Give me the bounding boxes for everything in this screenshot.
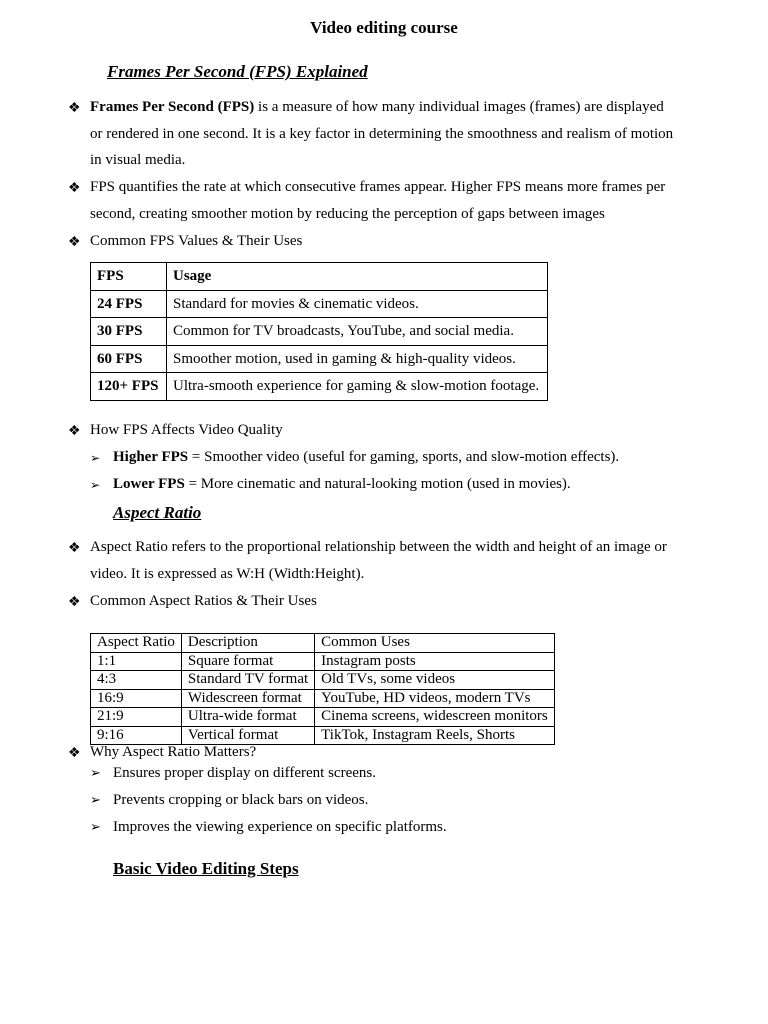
table-cell: Instagram posts <box>315 652 555 671</box>
table-row <box>91 689 555 708</box>
diamond-bullet-icon: ❖ <box>68 101 81 116</box>
table-cell: 21:9 <box>91 708 182 727</box>
fps-sub-item <box>113 476 571 493</box>
table-cell: Common for TV broadcasts, YouTube, and social media. <box>167 318 548 346</box>
document-title: Video editing course <box>310 18 458 37</box>
fps-bullet1-line1 <box>90 99 664 116</box>
diamond-bullet-icon: ❖ <box>68 541 81 556</box>
fps-bullet1-line2: or rendered in one second. It is a key factor in determining the smoothness and realism of motion <box>90 126 674 142</box>
diamond-bullet-icon: ❖ <box>68 181 81 196</box>
arrow-bullet-icon: ➢ <box>90 478 101 492</box>
fps-sub-item-bold: Lower FPS <box>113 476 185 492</box>
diamond-bullet-icon: ❖ <box>68 424 81 439</box>
table-cell: Vertical format <box>181 726 314 745</box>
fps-sub-item-bold: Higher FPS <box>113 449 189 465</box>
fps-sub-item-text: = More cinematic and natural-looking motion (used in movies). <box>184 476 571 492</box>
fps-sub-item <box>113 449 619 466</box>
editing-steps-heading: Basic Video Editing Steps <box>113 859 299 878</box>
table-header-cell: Description <box>181 634 314 653</box>
fps-sub-item-text: = Smoother video (useful for gaming, sports, and slow-motion effects). <box>188 449 620 465</box>
aspect-sub-item: Prevents cropping or black bars on videos. <box>113 792 369 808</box>
arrow-bullet-icon: ➢ <box>90 792 101 807</box>
table-row <box>91 652 555 671</box>
arrow-bullet-icon: ➢ <box>90 765 101 780</box>
fps-section-heading: Frames Per Second (FPS) Explained <box>107 62 368 81</box>
aspect-ratio-table <box>90 633 555 745</box>
table-cell: 120+ FPS <box>91 373 167 401</box>
aspect-bullet3: Why Aspect Ratio Matters? <box>90 744 257 760</box>
arrow-bullet-icon: ➢ <box>90 451 101 465</box>
table-cell: 9:16 <box>91 726 182 745</box>
table-row <box>91 345 548 373</box>
aspect-sub-item: Improves the viewing experience on specific platforms. <box>113 819 447 835</box>
aspect-section-heading: Aspect Ratio <box>113 503 202 522</box>
fps-bullet1-line3: in visual media. <box>90 152 186 168</box>
fps-term-bold: Frames Per Second (FPS) <box>90 99 255 115</box>
aspect-bullet2: Common Aspect Ratios & Their Uses <box>90 593 317 609</box>
arrow-bullet-icon: ➢ <box>90 819 101 834</box>
table-row <box>91 318 548 346</box>
diamond-bullet-icon: ❖ <box>68 595 81 610</box>
fps-table <box>90 262 548 401</box>
table-cell: Smoother motion, used in gaming & high-quality videos. <box>167 345 548 373</box>
fps-bullet1-text: is a measure of how many individual images (frames) are displayed <box>254 99 664 115</box>
table-cell: Standard TV format <box>181 671 314 690</box>
fps-bullet2-line1: FPS quantifies the rate at which consecutive frames appear. Higher FPS means more frames per <box>90 179 666 195</box>
table-cell: 16:9 <box>91 689 182 708</box>
table-cell: Square format <box>181 652 314 671</box>
diamond-bullet-icon: ❖ <box>68 746 81 761</box>
aspect-sub-item: Ensures proper display on different screens. <box>113 765 376 781</box>
table-cell: 60 FPS <box>91 345 167 373</box>
table-cell: 4:3 <box>91 671 182 690</box>
table-header-row <box>91 634 555 653</box>
table-row <box>91 726 555 745</box>
diamond-bullet-icon: ❖ <box>68 235 81 250</box>
table-header-cell: Common Uses <box>315 634 555 653</box>
fps-bullet3: Common FPS Values & Their Uses <box>90 233 303 249</box>
table-header-cell: FPS <box>91 263 167 291</box>
table-row <box>91 290 548 318</box>
fps-bullet4: How FPS Affects Video Quality <box>90 422 283 438</box>
table-cell: 30 FPS <box>91 318 167 346</box>
aspect-bullet1-line2: video. It is expressed as W:H (Width:Height). <box>90 566 365 582</box>
table-header-cell: Usage <box>167 263 548 291</box>
table-cell: Standard for movies & cinematic videos. <box>167 290 548 318</box>
table-cell: TikTok, Instagram Reels, Shorts <box>315 726 555 745</box>
table-cell: YouTube, HD videos, modern TVs <box>315 689 555 708</box>
table-cell: Ultra-wide format <box>181 708 314 727</box>
table-row <box>91 671 555 690</box>
table-row <box>91 373 548 401</box>
table-header-row <box>91 263 548 291</box>
table-cell: Widescreen format <box>181 689 314 708</box>
table-row <box>91 708 555 727</box>
table-cell: Old TVs, some videos <box>315 671 555 690</box>
table-cell: Ultra-smooth experience for gaming & slow-motion footage. <box>167 373 548 401</box>
table-cell: 1:1 <box>91 652 182 671</box>
table-cell: Cinema screens, widescreen monitors <box>315 708 555 727</box>
table-header-cell: Aspect Ratio <box>91 634 182 653</box>
aspect-bullet1-line1: Aspect Ratio refers to the proportional relationship between the width and height of an image or <box>90 539 667 555</box>
fps-bullet2-line2: second, creating smoother motion by reducing the perception of gaps between images <box>90 206 605 222</box>
table-cell: 24 FPS <box>91 290 167 318</box>
